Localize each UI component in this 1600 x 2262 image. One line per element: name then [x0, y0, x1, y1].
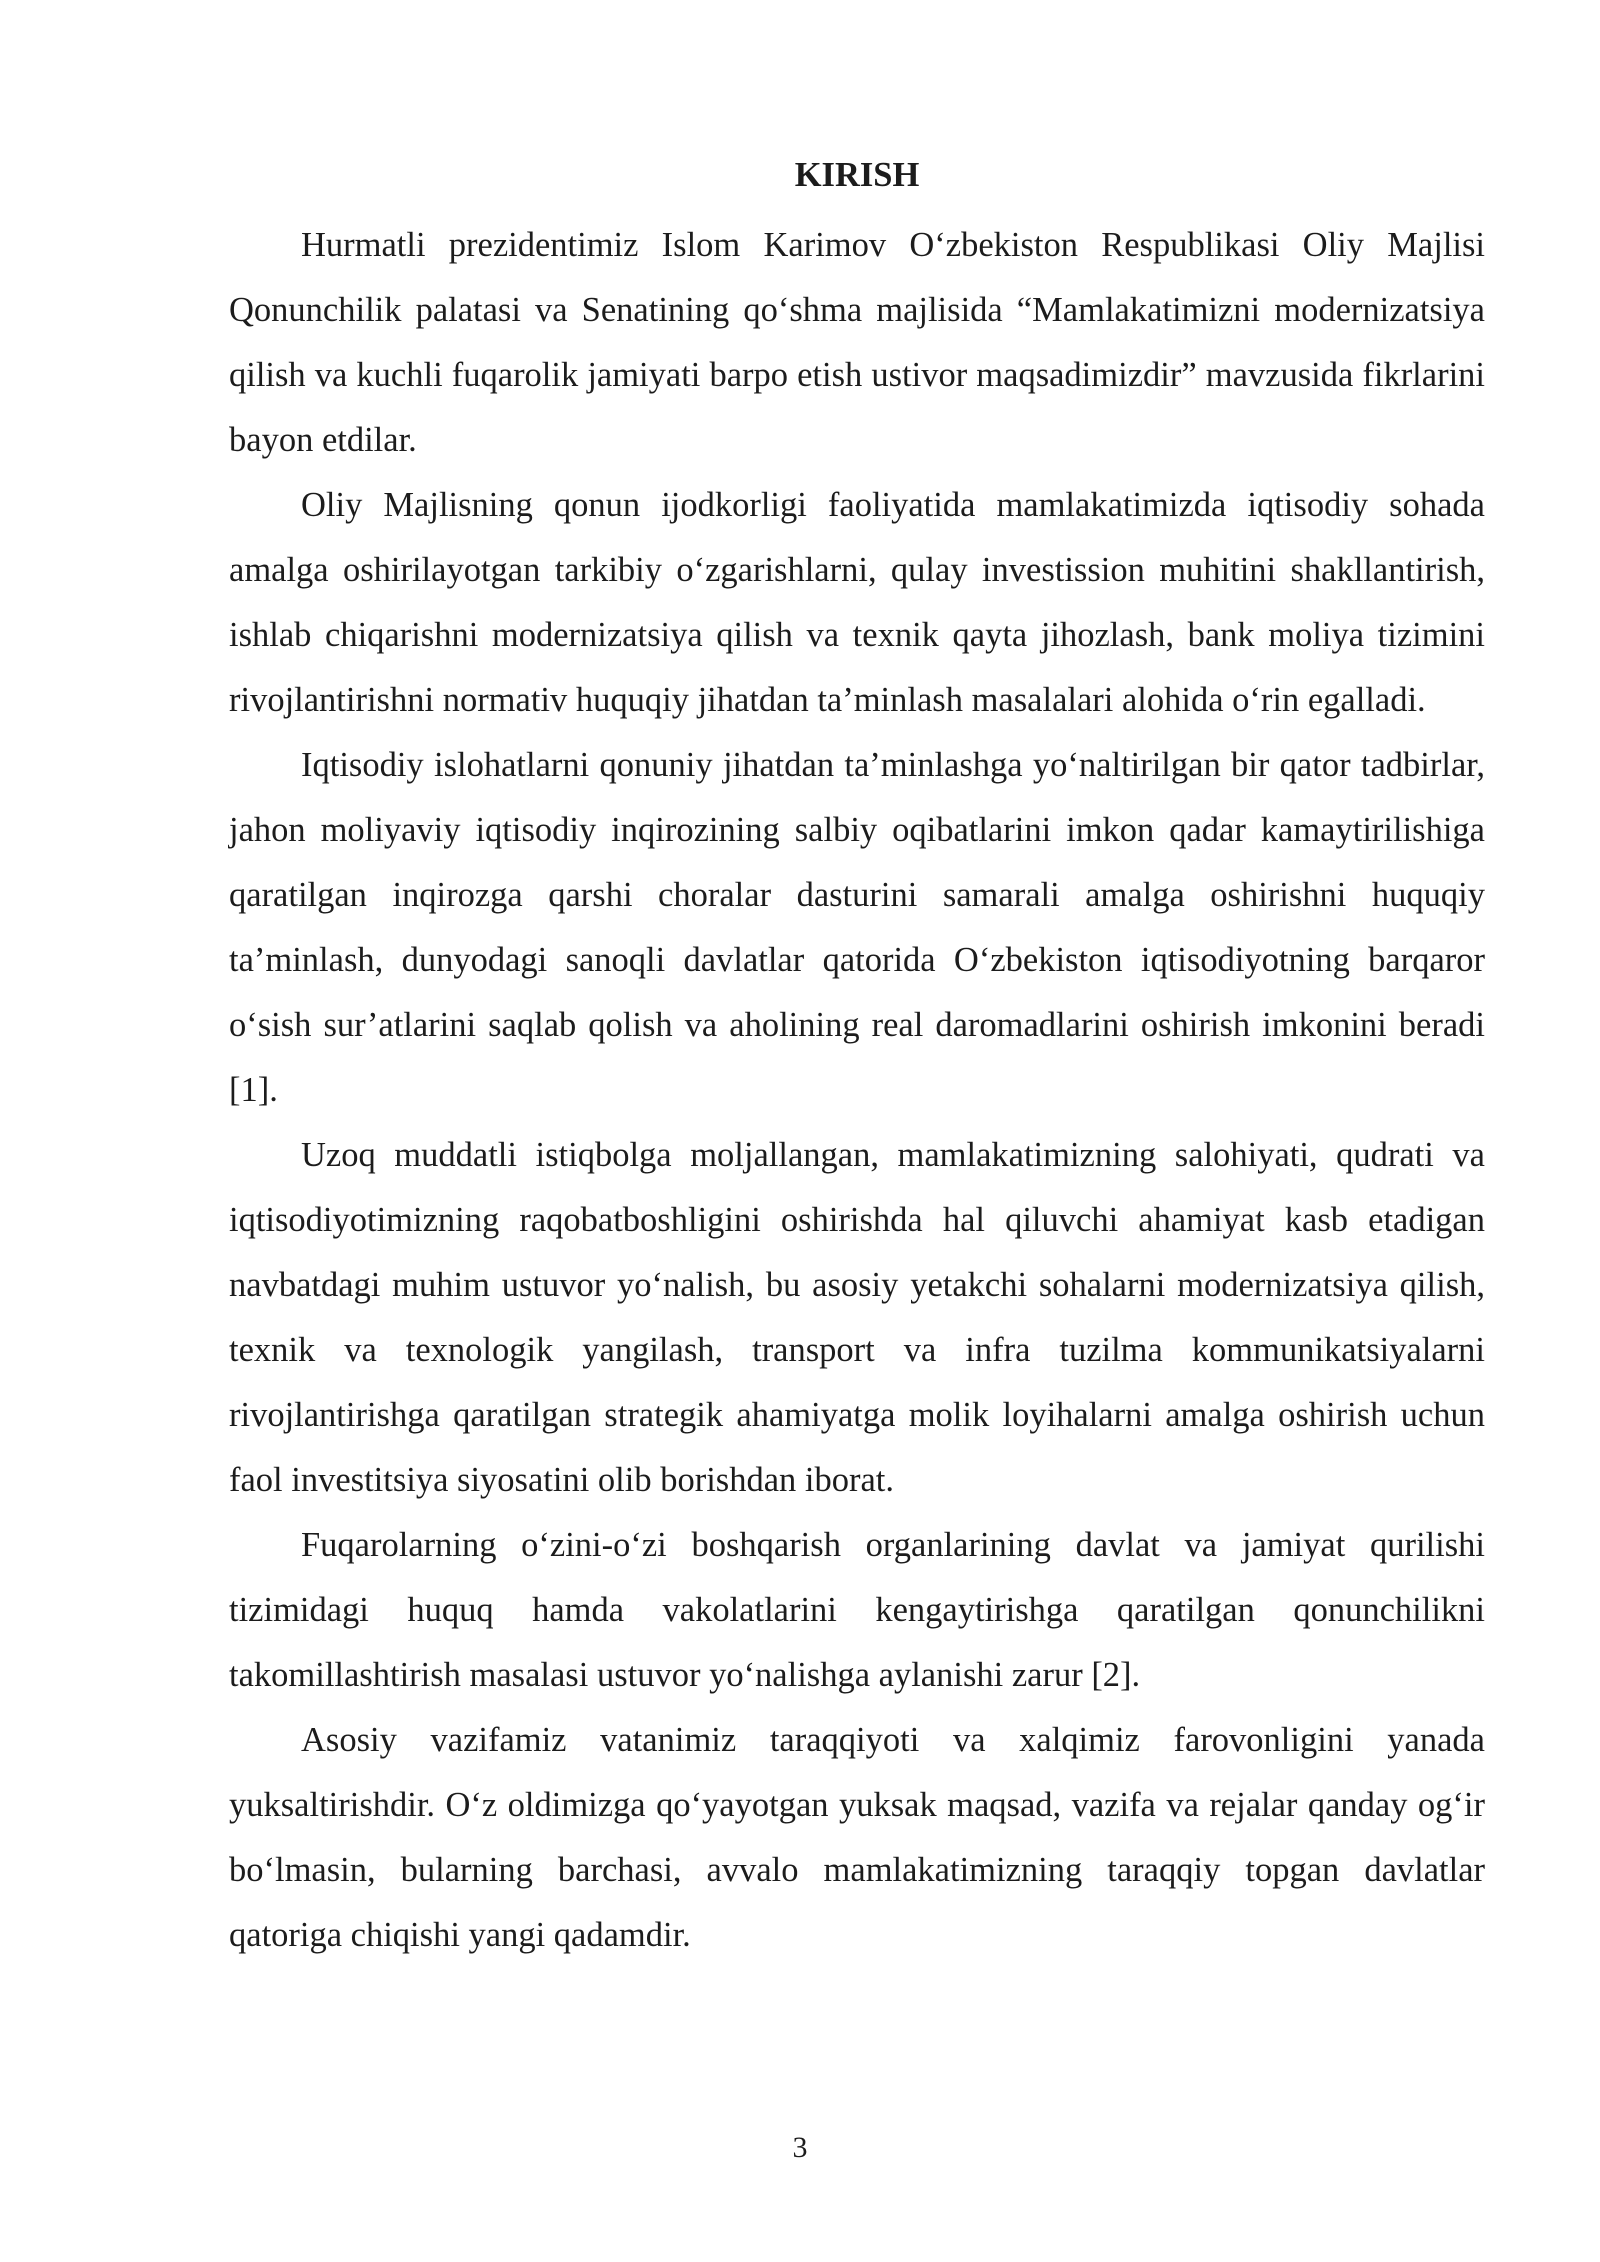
paragraph-6: Asosiy vazifamiz vatanimiz taraqqiyoti va xalqimiz farovonligini yanada yuksaltirishdir. O‘z oldimizga qo‘yayotgan yuksak maqsad, vazifa va rejalar qanday og‘ir bo‘lmasin, bularning barchasi, avvalo mamlakatimizning taraqqiy topgan davlatlar qatoriga chiqishi yangi qadamdir.	[229, 1721, 1485, 1954]
paragraph-1: Hurmatli prezidentimiz Islom Karimov O‘zbekiston Respublikasi Oliy Majlisi Qonunchilik palatasi va Senatining qo‘shma majlisida “Mamlakatimizni modernizatsiya qilish va kuchli fuqarolik jamiyati barpo etish ustivor maqsadimizdir” mavzusida fikrlarini bayon etdilar.	[229, 226, 1485, 459]
page-title: KIRISH	[794, 156, 920, 194]
paragraph-4: Uzoq muddatli istiqbolga moljallangan, mamlakatimizning salohiyati, qudrati va iqtisodiyotimizning raqobatboshligini oshirishda hal qiluvchi ahamiyat kasb etadigan navbatdagi muhim ustuvor yo‘nalish, bu asosiy yetakchi sohalarni modernizatsiya qilish, texnik va texnologik yangilash, transport va infra tuzilma kommunikatsiyalarni rivojlantirishga qaratilgan strategik ahamiyatga molik loyihalarni amalga oshirish uchun faol investitsiya siyosatini olib borishdan iborat.	[229, 1136, 1485, 1499]
paragraph-5: Fuqarolarning o‘zini-o‘zi boshqarish organlarining davlat va jamiyat qurilishi tizimidagi huquq hamda vakolatlarini kengaytirishga qaratilgan qonunchilikni takomillashtirish masalasi ustuvor yo‘nalishga aylanishi zarur [2].	[229, 1526, 1485, 1694]
paragraph-2: Oliy Majlisning qonun ijodkorligi faoliyatida mamlakatimizda iqtisodiy sohada amalga oshirilayotgan tarkibiy o‘zgarishlarni, qulay investission muhitini shakllantirish, ishlab chiqarishni modernizatsiya qilish va texnik qayta jihozlash, bank moliya tizimini rivojlantirishni normativ huquqiy jihatdan ta’minlash masalalari alohida o‘rin egalladi.	[229, 486, 1485, 719]
page-body	[229, 150, 1485, 1968]
paragraph-3: Iqtisodiy islohatlarni qonuniy jihatdan ta’minlashga yo‘naltirilgan bir qator tadbirlar, jahon moliyaviy iqtisodiy inqirozining salbiy oqibatlarini imkon qadar kamaytirilishiga qaratilgan inqirozga qarshi choralar dasturini samarali amalga oshirishni huquqiy ta’minlash, dunyodagi sanoqli davlatlar qatorida O‘zbekiston iqtisodiyotning barqaror o‘sish sur’atlarini saqlab qolish va aholining real daromadlarini oshirish imkonini beradi [1].	[229, 746, 1485, 1109]
page-number: 3	[792, 2131, 808, 2164]
